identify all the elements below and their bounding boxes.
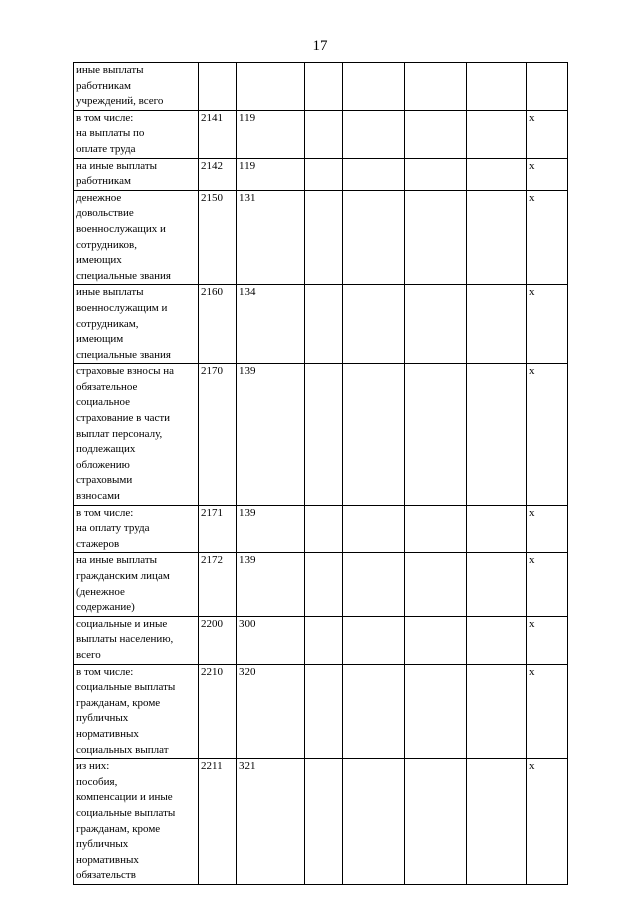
row-name-line: выплат персоналу, (76, 427, 163, 440)
row-kosgu-cell: 139 (237, 364, 305, 505)
row-name-line: социальных выплат (76, 743, 169, 756)
empty-value-cell (343, 158, 405, 190)
empty-value-cell (405, 63, 467, 111)
empty-value-cell (467, 190, 527, 285)
row-name-line: страховые взносы на (76, 365, 174, 378)
table-row (74, 759, 568, 885)
row-mark-cell: х (527, 616, 568, 664)
row-name-line: сотрудников, (76, 238, 137, 251)
row-name-line: подлежащих (76, 443, 136, 456)
budget-table (73, 62, 568, 885)
empty-value-cell (343, 63, 405, 111)
row-name-line: социальные и иные (76, 617, 168, 630)
table-row (74, 364, 568, 505)
row-mark-cell: х (527, 364, 568, 505)
row-name-line: имеющих (76, 254, 122, 267)
row-code-cell: 2160 (199, 285, 237, 364)
row-name-line: (денежное (76, 585, 125, 598)
row-name-cell (74, 664, 199, 759)
table-row (74, 285, 568, 364)
row-name-line: денежное (76, 191, 122, 204)
row-name-line: оплате труда (76, 142, 136, 155)
empty-value-cell (405, 505, 467, 553)
row-name-line: публичных (76, 838, 129, 851)
empty-value-cell (467, 158, 527, 190)
row-mark-cell: х (527, 285, 568, 364)
row-name-line: военнослужащим и (76, 301, 168, 314)
row-name-line: компенсации и иные (76, 791, 173, 804)
table-row (74, 664, 568, 759)
empty-value-cell (305, 553, 343, 616)
empty-value-cell (405, 759, 467, 885)
row-name-line: обязательств (76, 869, 136, 882)
row-name-line: нормативных (76, 853, 139, 866)
row-name-line: гражданам, кроме (76, 696, 161, 709)
empty-value-cell (343, 110, 405, 158)
row-name-line: обложению (76, 458, 130, 471)
table-row (74, 63, 568, 111)
row-name-line: социальные выплаты (76, 806, 176, 819)
row-mark-cell: х (527, 505, 568, 553)
row-name-cell (74, 616, 199, 664)
row-kosgu-cell (237, 63, 305, 111)
empty-value-cell (305, 616, 343, 664)
row-code-cell: 2141 (199, 110, 237, 158)
row-name-line: в том числе: (76, 665, 134, 678)
empty-value-cell (343, 553, 405, 616)
row-name-line: социальные выплаты (76, 681, 176, 694)
row-name-line: иные выплаты (76, 64, 144, 76)
empty-value-cell (467, 364, 527, 505)
row-code-cell (199, 63, 237, 111)
row-mark-cell: х (527, 110, 568, 158)
row-name-cell (74, 158, 199, 190)
row-name-cell (74, 505, 199, 553)
row-name-line: всего (76, 648, 101, 661)
row-name-line: военнослужащих и (76, 222, 166, 235)
row-kosgu-cell: 139 (237, 505, 305, 553)
empty-value-cell (305, 505, 343, 553)
row-name-cell (74, 63, 199, 111)
empty-value-cell (343, 190, 405, 285)
row-name-cell (74, 285, 199, 364)
row-code-cell: 2200 (199, 616, 237, 664)
empty-value-cell (467, 505, 527, 553)
empty-value-cell (305, 190, 343, 285)
empty-value-cell (405, 158, 467, 190)
row-name-line: в том числе: (76, 506, 134, 519)
row-code-cell: 2142 (199, 158, 237, 190)
empty-value-cell (467, 664, 527, 759)
empty-value-cell (405, 285, 467, 364)
row-name-cell (74, 759, 199, 885)
row-name-line: сотрудникам, (76, 317, 139, 330)
empty-value-cell (343, 285, 405, 364)
row-name-line: гражданским лицам (76, 570, 170, 582)
row-code-cell: 2211 (199, 759, 237, 885)
empty-value-cell (467, 110, 527, 158)
row-name-line: гражданам, кроме (76, 822, 161, 835)
row-name-line: на оплату труда (76, 522, 150, 535)
row-name-line: социальное (76, 396, 131, 409)
row-code-cell: 2172 (199, 553, 237, 616)
row-code-cell: 2150 (199, 190, 237, 285)
empty-value-cell (305, 664, 343, 759)
empty-value-cell (343, 616, 405, 664)
empty-value-cell (343, 759, 405, 885)
row-name-line: в том числе: (76, 111, 134, 124)
row-mark-cell: х (527, 553, 568, 616)
row-name-line: публичных (76, 712, 129, 725)
empty-value-cell (405, 664, 467, 759)
row-name-line: работникам (76, 175, 131, 188)
row-kosgu-cell: 321 (237, 759, 305, 885)
row-kosgu-cell: 139 (237, 553, 305, 616)
table-row (74, 158, 568, 190)
empty-value-cell (305, 158, 343, 190)
row-name-cell (74, 190, 199, 285)
table-row (74, 553, 568, 616)
row-name-line: страхование в части (76, 412, 171, 425)
table-body (74, 63, 568, 885)
empty-value-cell (305, 759, 343, 885)
row-name-line: имеющим (76, 333, 124, 346)
row-name-line: страховыми (76, 474, 133, 487)
empty-value-cell (405, 190, 467, 285)
row-kosgu-cell: 300 (237, 616, 305, 664)
row-mark-cell: х (527, 664, 568, 759)
row-name-line: специальные звания (76, 269, 171, 282)
row-name-line: на иные выплаты (76, 554, 158, 567)
empty-value-cell (405, 364, 467, 505)
page-number: 17 (312, 38, 328, 54)
row-name-line: иные выплаты (76, 286, 144, 299)
row-name-cell (74, 110, 199, 158)
row-name-line: на выплаты по (76, 127, 145, 140)
row-name-line: довольствие (76, 207, 134, 220)
empty-value-cell (343, 664, 405, 759)
table-row (74, 505, 568, 553)
row-name-line: стажеров (76, 537, 120, 550)
row-mark-cell: х (527, 759, 568, 885)
empty-value-cell (305, 364, 343, 505)
row-kosgu-cell: 119 (237, 110, 305, 158)
empty-value-cell (405, 553, 467, 616)
empty-value-cell (343, 364, 405, 505)
row-name-line: учреждений, всего (76, 95, 164, 108)
empty-value-cell (467, 63, 527, 111)
row-name-cell (74, 553, 199, 616)
row-kosgu-cell: 134 (237, 285, 305, 364)
row-code-cell: 2210 (199, 664, 237, 759)
empty-value-cell (405, 616, 467, 664)
empty-value-cell (467, 616, 527, 664)
row-mark-cell: х (527, 158, 568, 190)
table-row (74, 110, 568, 158)
row-name-line: из них: (76, 760, 110, 773)
table-row (74, 190, 568, 285)
table-row (74, 616, 568, 664)
row-code-cell: 2171 (199, 505, 237, 553)
empty-value-cell (467, 553, 527, 616)
empty-value-cell (467, 759, 527, 885)
empty-value-cell (405, 110, 467, 158)
row-name-line: специальные звания (76, 348, 171, 361)
row-kosgu-cell: 131 (237, 190, 305, 285)
row-name-line: взносами (76, 490, 120, 503)
row-name-line: на иные выплаты (76, 159, 158, 172)
row-name-line: пособия, (76, 775, 118, 788)
row-mark-cell: х (527, 190, 568, 285)
row-name-cell (74, 364, 199, 505)
row-name-line: выплаты населению, (76, 633, 174, 646)
empty-value-cell (343, 505, 405, 553)
row-name-line: нормативных (76, 727, 139, 740)
empty-value-cell (467, 285, 527, 364)
row-mark-cell (527, 63, 568, 111)
row-name-line: обязательное (76, 380, 138, 393)
row-kosgu-cell: 320 (237, 664, 305, 759)
empty-value-cell (305, 285, 343, 364)
row-name-line: работникам (76, 79, 131, 92)
row-kosgu-cell: 119 (237, 158, 305, 190)
row-code-cell: 2170 (199, 364, 237, 505)
row-name-line: содержание) (76, 601, 135, 614)
empty-value-cell (305, 63, 343, 111)
empty-value-cell (305, 110, 343, 158)
